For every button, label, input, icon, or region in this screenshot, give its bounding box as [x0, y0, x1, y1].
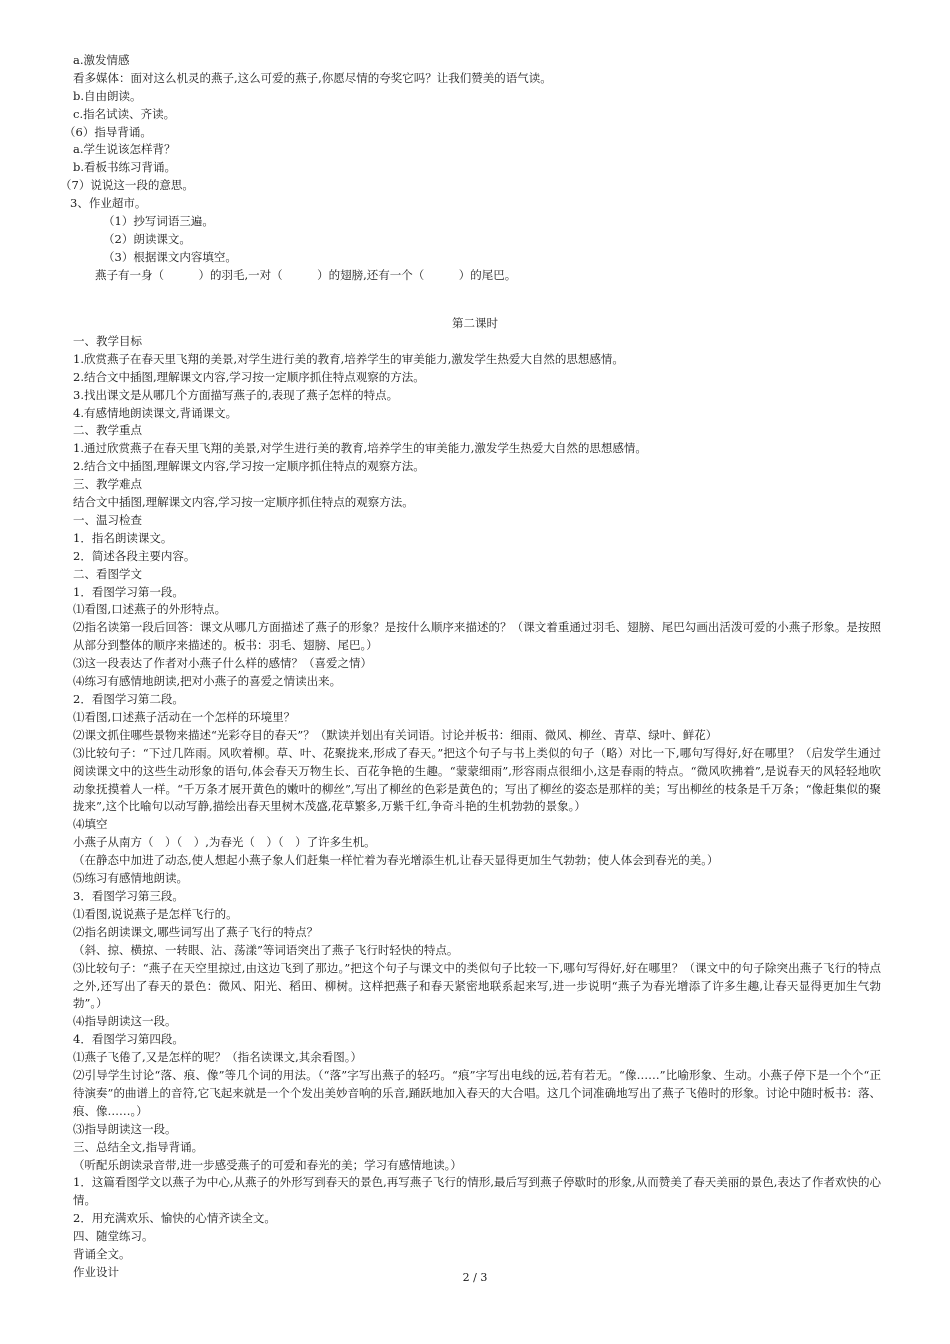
text-line: b.看板书练习背诵。 [73, 160, 177, 175]
paragraph: 3.找出课文是从哪几个方面描写燕子的,表现了燕子怎样的特点。 [73, 387, 399, 402]
paragraph: ⑶比较句子：“下过几阵雨。风吹着柳。草、叶、花聚拢来,形成了春天。”把这个句子与书上类似的句子（略）对比一下,哪句写得好,好在哪里？（启发学生通过阅读课文中的这些生动形象的语句,体会春天万物生长、百花争艳的生趣。“蒙蒙细雨”,形容雨点很细小,这是春雨的特点。“微风吹拂着”,是说春天的风轻轻地吹动象抚摸着人一样。“千万条才展开黄色的嫩叶的柳丝”,写出了柳丝的色彩是黄色的；写出了柳丝的姿态是那样的美；写出柳丝的枝条是千万条；“像赶集似的聚拢来”,这个比喻句以动写静,描绘出春天里树木茂盛,花草繁多,万紫千红,争奇斗艳的生机勃勃的景象。） [73, 745, 881, 814]
lesson-one-continuation [0, 52, 950, 285]
paragraph: ⑴看图,说说燕子是怎样飞行的。 [73, 906, 238, 921]
paragraph: 1．指名朗读课文。 [73, 530, 173, 545]
paragraph: ⑴看图,口述燕子的外形特点。 [73, 602, 227, 617]
text-line: （2）朗读课文。 [103, 231, 191, 246]
paragraph: 二、教学重点 [73, 423, 142, 438]
paragraph: ⑵课文抓住哪些景物来描述“光彩夺目的春天”？（默读并划出有关词语。讨论并板书：细雨、微风、柳丝、青草、绿叶、鲜花） [73, 727, 718, 742]
text-line: （7）说说这一段的意思。 [60, 178, 194, 193]
page-number: 2 / 3 [462, 1271, 488, 1284]
paragraph: 2．用充满欢乐、愉快的心情齐读全文。 [73, 1211, 276, 1226]
section-title: 第二课时 [452, 316, 498, 330]
paragraph: （听配乐朗读录音带,进一步感受燕子的可爱和春光的美；学习有感情地读。） [73, 1157, 462, 1172]
text-line: a.激发情感 [73, 53, 130, 67]
paragraph: 1．这篇看图学文以燕子为中心,从燕子的外形写到春天的景色,再写燕子飞行的情形,最后写到燕子停歇时的形象,从而赞美了春天美丽的景色,表达了作者欢快的心情。 [73, 1175, 881, 1208]
paragraph: ⑵指名朗读课文,哪些词写出了燕子飞行的特点？ [73, 924, 319, 939]
paragraph: ⑷填空 [73, 817, 108, 832]
paragraph: ⑶比较句子：“燕子在天空里掠过,由这边飞到了那边。”把这个句子与课文中的类似句子比较一下,哪句写得好,好在哪里？（课文中的句子除突出燕子飞行的特点之外,还写出了春天的景色：微风、阳光、稻田、柳树。这样把燕子和春天紧密地联系起来写,进一步说明“燕子为春光增添了许多生趣,让春天显得更加生气勃勃”。） [73, 960, 881, 1011]
text-line: 看多媒体：面对这么机灵的燕子,这么可爱的燕子,你愿尽情的夸奖它吗？让我们赞美的语气读。 [73, 70, 552, 85]
paragraph: 结合文中插图,理解课文内容,学习按一定顺序抓住特点的观察方法。 [73, 495, 414, 510]
paragraph: 1．看图学习第一段。 [73, 584, 184, 599]
paragraph: 四、随堂练习。 [73, 1229, 154, 1244]
paragraph: ⑴看图,口述燕子活动在一个怎样的环境里？ [73, 709, 296, 724]
paragraph: ⑷指导朗读这一段。 [73, 1014, 177, 1029]
paragraph: 1.通过欣赏燕子在春天里飞翔的美景,对学生进行美的教育,培养学生的审美能力,激发学生热爱大自然的思想感情。 [73, 441, 647, 456]
lesson-two [0, 315, 950, 1282]
paragraph: 三、教学难点 [73, 477, 142, 492]
paragraph: ⑵指名读第一段后回答：课文从哪几方面描述了燕子的形象？是按什么顺序来描述的？（课文着重通过羽毛、翅膀、尾巴勾画出活泼可爱的小燕子形象。是按照从部分到整体的顺序来描述的。板书：羽毛、翅膀、尾巴。） [73, 620, 881, 653]
text-line: （6）指导背诵。 [64, 124, 152, 139]
text-line: 3、作业超市。 [70, 196, 147, 211]
text-line: （3）根据课文内容填空。 [103, 249, 237, 264]
paragraph: （在静态中加进了动态,使人想起小燕子象人们赶集一样忙着为春光增添生机,让春天显得更加生气勃勃；使人体会到春光的美。） [73, 853, 719, 868]
fill-in-blank-line: 燕子有一身（ ）的羽毛,一对（ ）的翅膀,还有一个（ ）的尾巴。 [95, 267, 517, 282]
paragraph: 二、看图学文 [73, 566, 142, 581]
paragraph: ⑵引导学生讨论“落、痕、像”等几个词的用法。（“落”字写出燕子的轻巧。“痕”字写出电线的远,若有若无。“像……”比喻形象、生动。小燕子停下是一个个“正待演奏”的曲谱上的音符,它飞起来就是一个个发出美妙音响的乐音,踊跃地加入春天的大合唱。这几个词准确地写出了燕子飞倦时的形象。讨论中随时板书：落、痕、像……。） [73, 1068, 881, 1118]
paragraph: ⑸练习有感情地朗读。 [73, 871, 188, 886]
paragraph: 4．看图学习第四段。 [73, 1032, 184, 1047]
paragraph: 3．看图学习第三段。 [73, 888, 184, 903]
paragraph: 背诵全文。 [73, 1247, 131, 1262]
paragraph: ⑴燕子飞倦了,又是怎样的呢？（指名读课文,其余看图。） [73, 1050, 363, 1065]
paragraph: （斜、掠、横掠、一转眼、沾、荡漾”等词语突出了燕子飞行时轻快的特点。 [73, 942, 459, 957]
paragraph: 2．看图学习第二段。 [73, 692, 184, 707]
fill-in-blank-line: 小燕子从南方（ ）（ ）,为春光（ ）（ ）了许多生机。 [73, 835, 376, 850]
paragraph: ⑶这一段表达了作者对小燕子什么样的感情？（喜爱之情） [73, 656, 372, 671]
paragraph: 1.欣赏燕子在春天里飞翔的美景,对学生进行美的教育,培养学生的审美能力,激发学生热爱大自然的思想感情。 [73, 351, 624, 366]
paragraph: 作业设计 [73, 1265, 119, 1280]
text-line: c.指名试读、齐读。 [73, 106, 176, 121]
paragraph: ⑷练习有感情地朗读,把对小燕子的喜爱之情读出来。 [73, 674, 342, 689]
paragraph: 一、温习检查 [73, 512, 142, 527]
text-line: b.自由朗读。 [73, 88, 142, 103]
paragraph: ⑶指导朗读这一段。 [73, 1121, 177, 1136]
paragraph: 4.有感情地朗读课文,背诵课文。 [73, 405, 238, 420]
paragraph: 2.结合文中插图,理解课文内容,学习按一定顺序抓住特点的观察方法。 [73, 459, 425, 474]
paragraph: 2．简述各段主要内容。 [73, 548, 196, 563]
paragraph: 2.结合文中插图,理解课文内容,学习按一定顺序抓住特点观察的方法。 [73, 369, 425, 384]
paragraph: 一、教学目标 [73, 333, 142, 348]
paragraph: 三、总结全文,指导背诵。 [73, 1139, 204, 1154]
text-line: a.学生说该怎样背？ [73, 142, 176, 157]
text-line: （1）抄写词语三遍。 [103, 214, 214, 229]
